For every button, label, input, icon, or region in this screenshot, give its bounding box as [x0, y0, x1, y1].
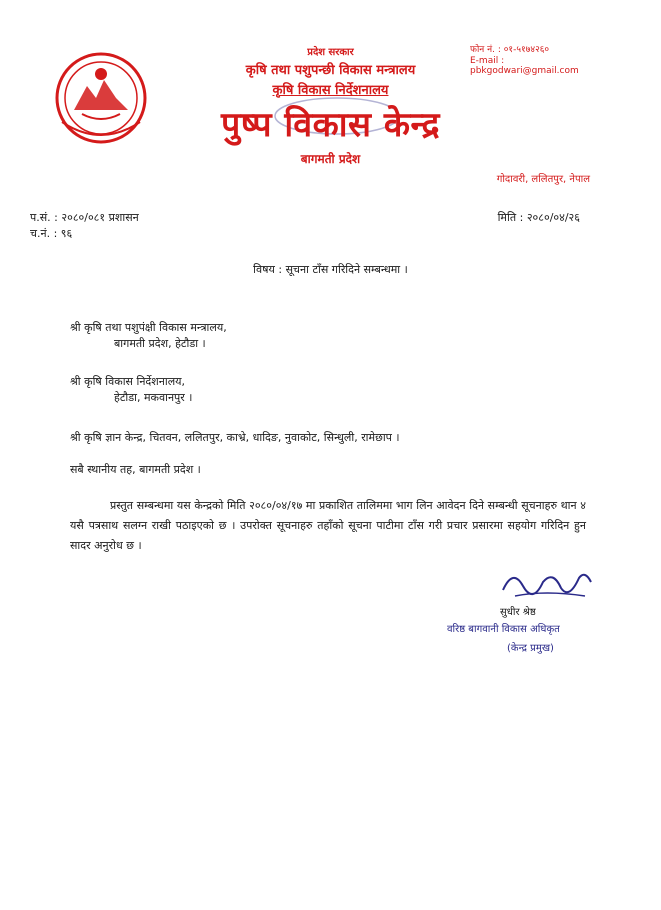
province-name: बागमती प्रदेश: [300, 152, 361, 166]
ministry-name: कृषि तथा पशुपन्छी विकास मन्त्रालय: [245, 63, 416, 78]
recipient-address: हेटौडा, मकवानपुर ।: [114, 391, 193, 404]
recipient-line: श्री कृषि विकास निर्देशनालय,: [70, 375, 186, 388]
signatory-title: वरिष्ठ बागवानी विकास अधिकृत: [447, 624, 560, 635]
dispatch-number: च.नं. : ९६: [30, 227, 73, 240]
letter-date: मिति : २०८०/०४/२६: [497, 211, 580, 224]
recipient-block: [70, 320, 227, 352]
office-address: गोदावरी, ललितपुर, नेपाल: [496, 174, 590, 185]
recipient-address: बागमती प्रदेश, हेटौडा ।: [114, 337, 206, 350]
recipient-block: [70, 374, 192, 406]
government-label: प्रदेश सरकार: [307, 47, 354, 58]
signatory-role: (केन्द्र प्रमुख): [507, 643, 554, 654]
phone-number: फोन नं. : ०१-५१७४२६०: [470, 45, 550, 55]
signatory-name: सुधीर श्रेष्ठ: [500, 607, 536, 618]
handwritten-signature: [495, 560, 595, 610]
letter-subject: विषय : सूचना टाँस गरिदिने सम्बन्धमा ।: [253, 263, 408, 276]
center-name: पुष्प विकास केन्द्र: [220, 105, 441, 145]
recipient-line: श्री कृषि ज्ञान केन्द्र, चितवन, ललितपुर, काभ्रे, धादिङ, नुवाकोट, सिन्धुली, रामेछाप ।: [70, 431, 400, 444]
recipient-block: [70, 430, 400, 446]
reference-number: प.सं. : २०८०/०८१ प्रशासन: [30, 211, 139, 224]
recipient-line: श्री कृषि तथा पशुपंक्षी विकास मन्त्रालय,: [70, 321, 227, 334]
recipient-line: सबै स्थानीय तह, बागमती प्रदेश ।: [70, 463, 201, 476]
letter-body: प्रस्तुत सम्बन्धमा यस केन्द्रको मिति २०८०/०४/१७ मा प्रकाशित तालिममा भाग लिन आवेदन दिने सम्बन्धी सूचनाहरु थान ४ यसै पत्रसाथ सलग्न राखी पठाइएको छ । उपरोक्त सूचनाहरु तहाँको सूचना पाटीमा टाँस गरी प्रचार प्रसारमा सहयोग गरिदिन हुन सादर अनुरोध छ ।: [70, 499, 586, 552]
directorate-name: कृषि विकास निर्देशनालय: [272, 83, 389, 98]
email-address: E-mail : pbkgodwari@gmail.com: [470, 56, 579, 76]
recipient-block: [70, 462, 201, 478]
